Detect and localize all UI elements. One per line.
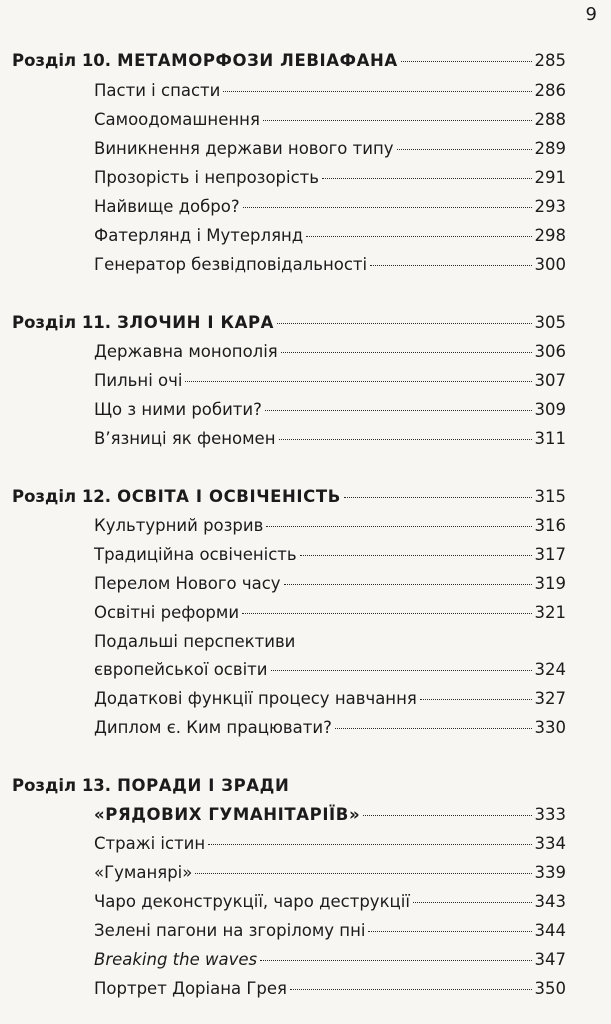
section-title: Перелом Нового часу: [94, 574, 281, 593]
dot-leader: [363, 815, 531, 816]
section-title: Найвище добро?: [94, 197, 240, 216]
section-title: «Гуманярі»: [94, 863, 193, 882]
chapter-12-entry[interactable]: [12, 486, 566, 508]
section-title: Пильні очі: [94, 371, 183, 390]
section-title: Стражі істин: [94, 834, 206, 853]
section-page: 288: [534, 110, 566, 129]
section-page: 347: [534, 950, 566, 969]
toc-section-entry[interactable]: [94, 254, 566, 276]
section-title: Прозорість і непрозорість: [94, 168, 320, 187]
section-page: 291: [534, 168, 566, 187]
dot-leader: [290, 989, 532, 990]
section-page: 311: [534, 429, 566, 448]
dot-leader: [208, 844, 531, 845]
chapter-title: «РЯДОВИХ ГУМАНІТАРІЇВ»: [94, 805, 361, 824]
toc-section-entry[interactable]: [94, 717, 566, 739]
section-title: Портрет Доріана Грея: [94, 979, 287, 998]
dot-leader: [368, 931, 531, 932]
toc-section-entry[interactable]: [94, 196, 566, 218]
section-title: європейської освіти: [94, 660, 268, 679]
dot-leader: [277, 323, 531, 324]
chapter-title: ОСВІТА І ОСВІЧЕНІСТЬ: [117, 487, 341, 506]
dot-leader: [223, 91, 531, 92]
toc-section-entry[interactable]: [94, 399, 566, 421]
dot-leader: [335, 728, 532, 729]
chapter-page: 305: [534, 313, 566, 332]
dot-leader: [243, 207, 532, 208]
toc-section-entry[interactable]: [94, 891, 566, 913]
section-page: 319: [534, 574, 566, 593]
chapter-label: Розділ 13.: [12, 776, 112, 795]
dot-leader: [344, 497, 532, 498]
section-page: 307: [534, 371, 566, 390]
chapter-page: 333: [534, 805, 566, 824]
section-title: Додаткові функції процесу навчання: [94, 689, 417, 708]
dot-leader: [265, 410, 532, 411]
toc-section-entry[interactable]: [94, 862, 566, 884]
section-page: 316: [534, 516, 566, 535]
section-title: Пасти і спасти: [94, 81, 221, 100]
chapter-title: ЗЛОЧИН І КАРА: [117, 313, 275, 332]
section-page: 321: [534, 603, 566, 622]
section-title-line1[interactable]: Подальші перспективи: [94, 632, 296, 651]
section-page: 324: [534, 660, 566, 679]
page-number: 9: [585, 4, 597, 25]
dot-leader: [397, 149, 532, 150]
dot-leader: [284, 584, 532, 585]
toc-section-entry[interactable]: [94, 602, 566, 624]
toc-section-entry[interactable]: [94, 949, 566, 971]
section-page: 289: [534, 139, 566, 158]
section-title: Фатерлянд і Мутерлянд: [94, 226, 304, 245]
section-title: В’язниці як феномен: [94, 429, 276, 448]
section-page: 293: [534, 197, 566, 216]
toc-section-entry[interactable]: [94, 515, 566, 537]
toc-section-entry[interactable]: [94, 833, 566, 855]
section-title: Диплом є. Ким працювати?: [94, 718, 332, 737]
section-title: Зелені пагони на згорілому пні: [94, 921, 366, 940]
toc-section-entry[interactable]: [94, 688, 566, 710]
dot-leader: [420, 699, 532, 700]
chapter-13-entry-line1[interactable]: [12, 775, 566, 797]
dot-leader: [266, 526, 531, 527]
toc-section-entry[interactable]: [94, 978, 566, 1000]
chapter-title-line1: ПОРАДИ І ЗРАДИ: [117, 776, 290, 795]
toc-section-entry[interactable]: [94, 225, 566, 247]
dot-leader: [185, 381, 531, 382]
toc-section-entry[interactable]: [94, 341, 566, 363]
toc-section-entry[interactable]: [94, 167, 566, 189]
chapter-label: Розділ 10.: [12, 51, 112, 70]
dot-leader: [306, 236, 531, 237]
chapter-page: 315: [534, 487, 566, 506]
dot-leader: [195, 873, 531, 874]
section-title: Освітні реформи: [94, 603, 240, 622]
dot-leader: [370, 265, 531, 266]
toc-section-entry[interactable]: [94, 573, 566, 595]
section-page: 327: [534, 689, 566, 708]
dot-leader: [322, 178, 531, 179]
toc-section-entry[interactable]: [94, 138, 566, 160]
section-title: Державна монополія: [94, 342, 278, 361]
section-title: Чаро деконструкції, чаро деструкції: [94, 892, 410, 911]
dot-leader: [300, 555, 532, 556]
toc-section-entry[interactable]: [94, 370, 566, 392]
section-page: 344: [534, 921, 566, 940]
section-title: Breaking the waves: [94, 950, 258, 969]
toc-section-entry[interactable]: [94, 428, 566, 450]
dot-leader: [263, 120, 532, 121]
section-title: Генератор безвідповідальності: [94, 255, 368, 274]
section-title: Культурний розрив: [94, 516, 264, 535]
section-title: Традиційна освіченість: [94, 545, 297, 564]
section-page: 339: [534, 863, 566, 882]
dot-leader: [413, 902, 532, 903]
section-page: 343: [534, 892, 566, 911]
chapter-label: Розділ 12.: [12, 487, 112, 506]
section-page: 317: [534, 545, 566, 564]
chapter-title: МЕТАМОРФОЗИ ЛЕВІАФАНА: [117, 51, 398, 70]
chapter-13-entry[interactable]: [94, 804, 566, 826]
chapter-page: 285: [534, 51, 566, 70]
section-title: Що з ними робити?: [94, 400, 262, 419]
section-page: 306: [534, 342, 566, 361]
chapter-label: Розділ 11.: [12, 313, 112, 332]
dot-leader: [281, 352, 532, 353]
toc-section-entry[interactable]: [94, 80, 566, 102]
section-title: Виникнення держави нового типу: [94, 139, 394, 158]
dot-leader: [271, 670, 532, 671]
dot-leader: [242, 613, 531, 614]
section-page: 334: [534, 834, 566, 853]
toc-section-entry[interactable]: [94, 109, 566, 131]
toc-section-entry[interactable]: [94, 920, 566, 942]
toc-section-entry[interactable]: [94, 544, 566, 566]
section-page: 330: [534, 718, 566, 737]
section-page: 298: [534, 226, 566, 245]
section-title: Самоодомашнення: [94, 110, 260, 129]
section-page: 309: [534, 400, 566, 419]
dot-leader: [260, 960, 531, 961]
chapter-10-entry[interactable]: [12, 50, 566, 72]
section-page: 300: [534, 255, 566, 274]
toc-section-entry[interactable]: [94, 659, 566, 681]
chapter-11-entry[interactable]: [12, 312, 566, 334]
dot-leader: [401, 61, 532, 62]
dot-leader: [279, 439, 532, 440]
section-page: 350: [534, 979, 566, 998]
section-page: 286: [534, 81, 566, 100]
